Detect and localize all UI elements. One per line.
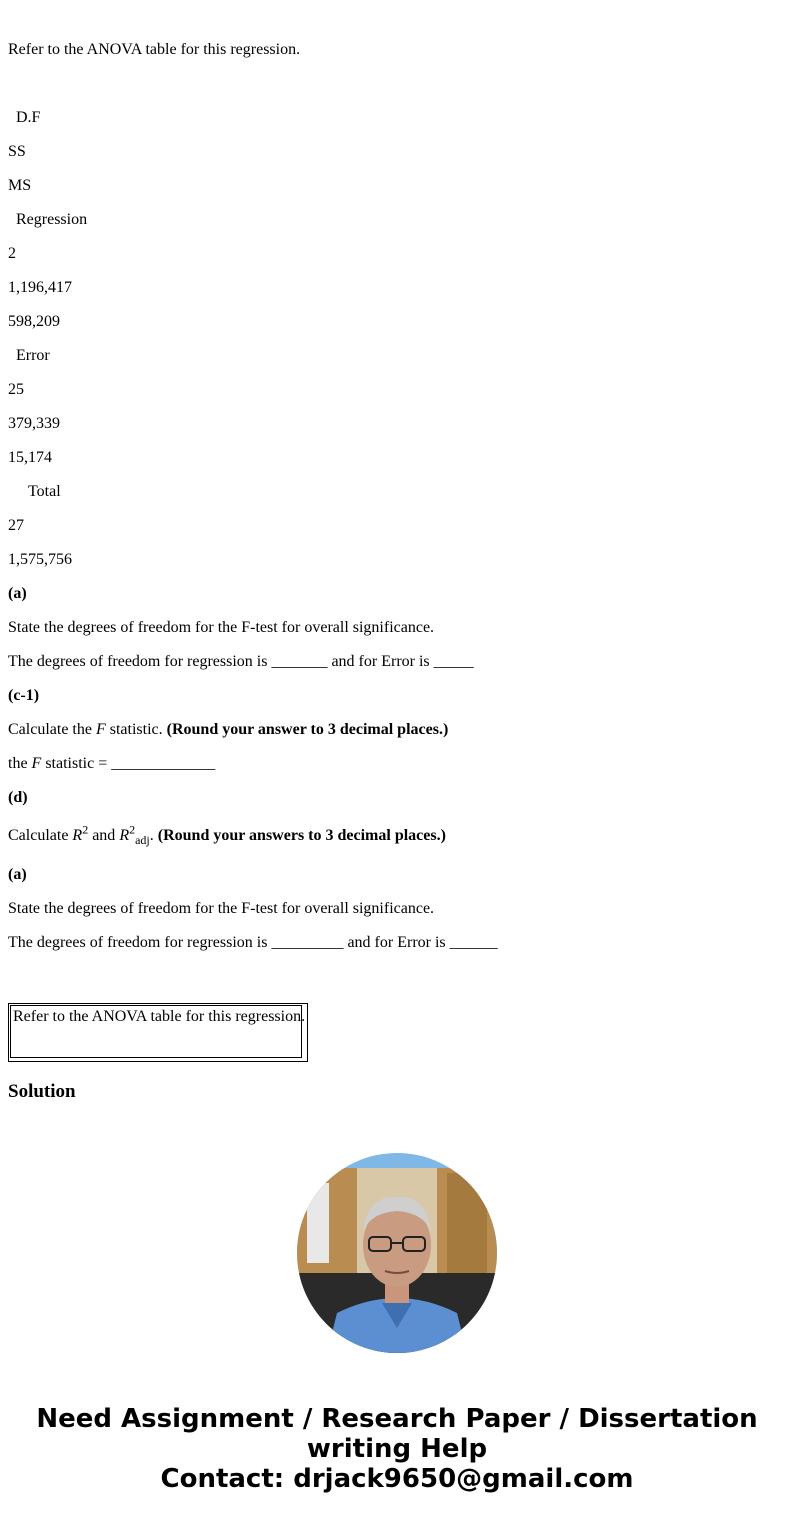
part-a-answer: The degrees of freedom for regression is _______ and for Error is _____ [8, 653, 474, 670]
row-error-ms: 15,174 [8, 449, 52, 466]
row-total-df: 27 [8, 517, 24, 534]
part-a-prompt: State the degrees of freedom for the F-test for overall significance. [8, 619, 435, 636]
author-photo-icon [297, 1153, 497, 1353]
promo-contact: Contact: drjack9650@gmail.com [160, 1464, 634, 1494]
part-d-label: (d) [8, 789, 28, 806]
header-df: D.F [16, 109, 41, 126]
part-c1-label: (c-1) [8, 687, 40, 704]
row-total-ss: 1,575,756 [8, 551, 72, 568]
part-a2-answer: The degrees of freedom for regression is _________ and for Error is ______ [8, 934, 498, 951]
promo-line-1: Need Assignment / Research Paper / Dissertation [36, 1404, 758, 1434]
boxed-note [8, 1003, 308, 1062]
intro-text: Refer to the ANOVA table for this regression. [8, 41, 301, 58]
part-c1-prompt: Calculate the F statistic. (Round your answer to 3 decimal places.) [8, 721, 449, 738]
row-error-label: Error [16, 347, 50, 364]
part-d-prompt: Calculate $R^2$ and $R^2_{adj}$. (Round your answers to 3 decimal places.) [8, 822, 446, 848]
header-ss: SS [8, 143, 26, 160]
row-regression-ms: 598,209 [8, 313, 60, 330]
header-ms: MS [8, 177, 32, 194]
row-total-label: Total [28, 483, 61, 500]
part-a2-prompt: State the degrees of freedom for the F-test for overall significance. [8, 900, 435, 917]
row-regression-label: Regression [16, 211, 88, 228]
promo-line-2: writing Help [306, 1434, 488, 1464]
author-avatar [297, 1153, 497, 1353]
row-error-ss: 379,339 [8, 415, 60, 432]
row-regression-df: 2 [8, 245, 16, 262]
part-a-label: (a) [8, 585, 27, 602]
row-regression-ss: 1,196,417 [8, 279, 72, 296]
solution-heading: Solution [8, 1081, 76, 1102]
part-a2-label: (a) [8, 866, 27, 883]
row-error-df: 25 [8, 381, 24, 398]
part-c1-answer: the F statistic = _____________ [8, 755, 216, 772]
promo-banner [0, 1404, 794, 1494]
boxed-note-text: Refer to the ANOVA table for this regression. [10, 1005, 302, 1058]
